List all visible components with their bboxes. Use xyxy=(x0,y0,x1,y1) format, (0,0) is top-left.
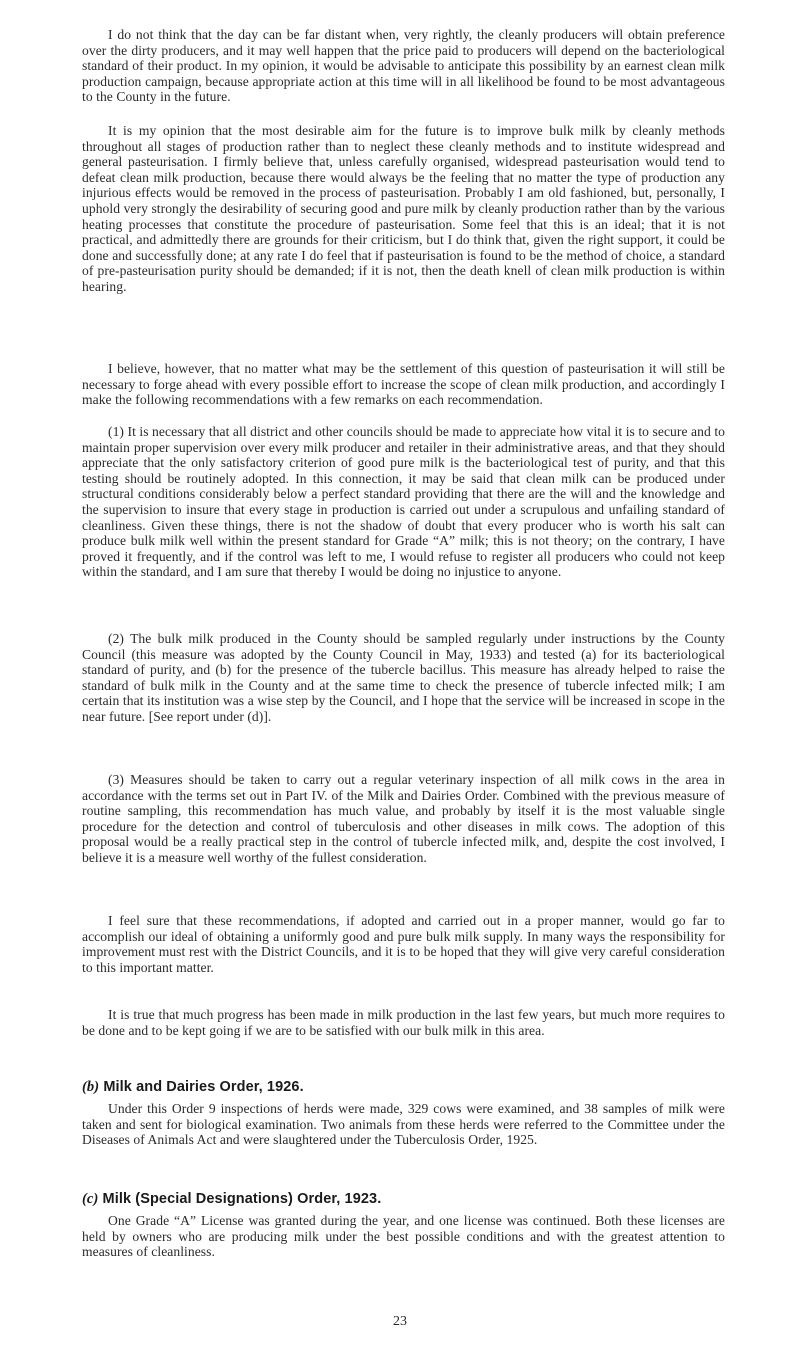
section-c-title: Milk (Special Designations) Order, 1923. xyxy=(102,1191,382,1207)
paragraph-pasteurisation-opinion: It is my opinion that the most desirable aim for the future is to improve bulk milk by cleanly methods throughout all stages of production rather than to neglect these cleanly methods and to institute widespread and general pasteurisation. I firmly believe that, unless carefully organised, widespread pasteurisation would tend to defeat clean milk production, because there would always be the feeling that no matter the type of production any injurious effects would be removed in the process of pasteurisation. Probably I am old fashioned, but, personally, I uphold very strongly the desirability of securing good and pure milk by cleanly production rather than by the various heating processes that constitute the procedure of pasteurisation. Some feel that this is an ideal; that it is not practical, and admittedly there are grounds for their criticism, but I do think that, given the right support, it could be done and successfully done; at any rate I do feel that if pasteurisation is found to be the method of choice, a standard of pre-pasteurisation purity should be demanded; if it is not, then the death knell of clean milk production is within hearing. xyxy=(82,123,725,294)
paragraph-recommendation-2: (2) The bulk milk produced in the County should be sampled regularly under instructions by the County Council (this measure was adopted by the County Council in May, 1933) and tested (a) for its bacteriological standard of purity, and (b) for the presence of the tubercle bacillus. This measure has already helped to raise the standard of bulk milk in the County and at the same time to check the presence of tubercle infected milk; I am certain that its institution was a wise step by the Council, and I hope that the service will be increased in scope in the near future. [See report under (d)]. xyxy=(82,631,725,724)
section-b-text: Under this Order 9 inspections of herds were made, 329 cows were examined, and 38 samples of milk were taken and sent for biological examination. Two animals from these herds were referred to the Committee under the Diseases of Animals Act and were slaughtered under the Tuberculosis Order, 1925. xyxy=(82,1101,725,1148)
section-c-text: One Grade “A” License was granted during the year, and one license was continued. Both these licenses are held by owners who are producing milk under the best possible conditions and with the greatest attention to measures of cleanliness. xyxy=(82,1213,725,1260)
paragraph-recommendation-1: (1) It is necessary that all district and other councils should be made to appreciate how vital it is to secure and to maintain proper supervision over every milk producer and retailer in their administrative areas, and that they should appreciate that the only satisfactory criterion of good pure milk is the bacteriological test of purity, and that this testing should be routinely adopted. In this connection, it may be said that clean milk can be produced under structural conditions considerably below a perfect standard providing that there are the will and the knowledge and the supervision to insure that every stage in production is carried out under a scrupulous and unfailing standard of cleanliness. Given these things, there is not the shadow of doubt that every producer who is worth his salt can produce bulk milk well within the present standard for Grade “A” milk; this is not theory; on the contrary, I have proved it frequently, and if the control was left to me, I would refuse to register all producers who could not keep within the standard, and I am sure that thereby I would be doing no injustice to anyone. xyxy=(82,424,725,580)
paragraph-recommendation-3: (3) Measures should be taken to carry out a regular veterinary inspection of all milk cows in the area in accordance with the terms set out in Part IV. of the Milk and Dairies Order. Combined with the previous measure of routine sampling, this recommendation has much value, and probably by itself it is the most valuable single procedure for the detection and control of tuberculosis and other diseases in milk cows. The adoption of this proposal would be a really practical step in the control of tubercle infected milk, and, despite the cost involved, I believe it is a measure well worthy of the fullest consideration. xyxy=(82,772,725,865)
section-c-heading xyxy=(82,1191,725,1208)
section-b-title: Milk and Dairies Order, 1926. xyxy=(103,1079,304,1095)
section-b-heading xyxy=(82,1079,725,1096)
section-c-label: (c) xyxy=(82,1191,99,1207)
paragraph-recommendations-intro: I believe, however, that no matter what may be the settlement of this question of pasteurisation it will still be necessary to forge ahead with every possible effort to increase the scope of clean milk production, and accordingly I make the following recommendations with a few remarks on each recommendation. xyxy=(82,361,725,408)
paragraph-progress: It is true that much progress has been made in milk production in the last few years, but much more requires to be done and to be kept going if we are to be satisfied with our bulk milk in this area. xyxy=(82,1007,725,1038)
paragraph-conclusion: I feel sure that these recommendations, if adopted and carried out in a proper manner, would go far to accomplish our ideal of obtaining a uniformly good and pure bulk milk supply. In many ways the responsibility for improvement must rest with the District Councils, and it is to be hoped that they will give very careful consideration to this important matter. xyxy=(82,913,725,975)
page-number: 23 xyxy=(393,1314,407,1329)
section-b-label: (b) xyxy=(82,1079,100,1095)
paragraph-clean-producers: I do not think that the day can be far distant when, very rightly, the cleanly producers will obtain preference over the dirty producers, and it may well happen that the price paid to producers will depend on the bacteriological standard of their product. In my opinion, it would be advisable to anticipate this possibility by an earnest clean milk production campaign, because appropriate action at this time will in all likelihood be found to be most advantageous to the County in the future. xyxy=(82,27,725,105)
